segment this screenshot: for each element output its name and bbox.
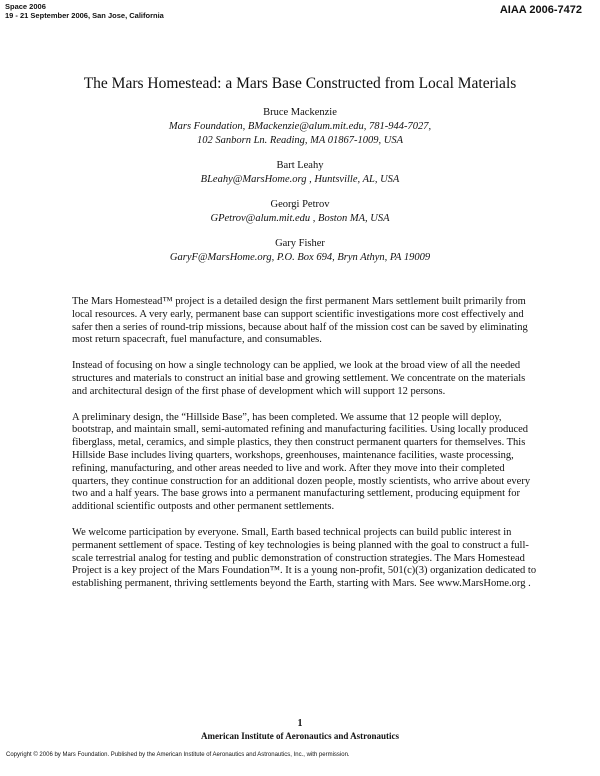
author-name: Georgi Petrov bbox=[270, 199, 330, 210]
author-entry bbox=[0, 237, 600, 265]
paper-number: AIAA 2006-7472 bbox=[499, 4, 582, 16]
author-affiliation: GPetrov@alum.mit.edu , Boston MA, USA bbox=[210, 213, 390, 224]
conference-dates-location: 19 - 21 September 2006, San Jose, California bbox=[5, 11, 164, 20]
author-affiliation: 102 Sanborn Ln. Reading, MA 01867-1009, USA bbox=[196, 135, 403, 146]
copyright-notice: Copyright © 2006 by Mars Foundation. Published by the American Institute of Aeronautics and Astronautics, Inc., with permission. bbox=[6, 752, 350, 758]
author-name: Gary Fisher bbox=[275, 238, 325, 249]
author-affiliation: GaryF@MarsHome.org, P.O. Box 694, Bryn Athyn, PA 19009 bbox=[169, 252, 431, 263]
author-entry bbox=[0, 106, 600, 148]
abstract-paragraph: A preliminary design, the “Hillside Base”, has been completed. We assume that 12 people will deploy, bootstrap, and maintain small, semi-automated refining and manufacturing facilities. Using locally produced fiberglass, metal, ceramics, and simple plastics, they then construct permanent quarters for themselves. This Hillside Base includes living quarters, workshops, greenhouses, maintenance facilities, waste processing, refining, manufacturing, and other areas needed to live and work. After they move into their completed quarters, they continue construction for an additional dozen people, mostly scientists, who arrive about every two and a half years. The base grows into a permanent manufacturing settlement, producing equipment for additional scientific outposts and other permanent settlements. bbox=[72, 411, 531, 513]
footer-organization: American Institute of Aeronautics and Astronautics bbox=[201, 731, 399, 741]
paper-title: The Mars Homestead: a Mars Base Constructed from Local Materials bbox=[83, 75, 517, 92]
author-affiliation: BLeahy@MarsHome.org , Huntsville, AL, USA bbox=[200, 174, 400, 185]
abstract bbox=[72, 296, 542, 604]
author-name: Bart Leahy bbox=[276, 160, 324, 171]
author-block bbox=[0, 106, 600, 276]
abstract-paragraph: Instead of focusing on how a single technology can be applied, we look at the broad view of all the needed structures and materials to construct an initial base and growing settlement. We concentrate on the materials and architectural design of the first phase of development which will support 12 persons. bbox=[72, 360, 526, 397]
page-number: 1 bbox=[297, 718, 303, 729]
abstract-paragraph: We welcome participation by everyone. Small, Earth based technical projects can build public interest in permanent settlement of space. Testing of key technologies is being planned with the goal to construct a full-scale terrestrial analog for testing and public demonstration of construction strategies. The Mars Homestead Project is a key project of the Mars Foundation™. It is a young non-profit, 501(c)(3) organization dedicated to establishing permanent, thriving settlements beyond the Earth, starting with Mars. See www.MarsHome.org . bbox=[72, 526, 537, 590]
author-entry bbox=[0, 159, 600, 187]
conference-name: Space 2006 bbox=[5, 2, 46, 11]
author-affiliation: Mars Foundation, BMackenzie@alum.mit.edu, 781-944-7027, bbox=[168, 121, 432, 132]
abstract-paragraph: The Mars Homestead™ project is a detailed design the first permanent Mars settlement built primarily from local resources. A very early, permanent base can support scientific investigations more cost effectively and safer then a series of round-trip missions, because about half of the mission cost can be saved by eliminating most return spacecraft, fuel manufacture, and consumables. bbox=[72, 296, 528, 346]
author-name: Bruce Mackenzie bbox=[263, 107, 337, 118]
conference-header bbox=[5, 2, 164, 20]
author-entry bbox=[0, 198, 600, 226]
